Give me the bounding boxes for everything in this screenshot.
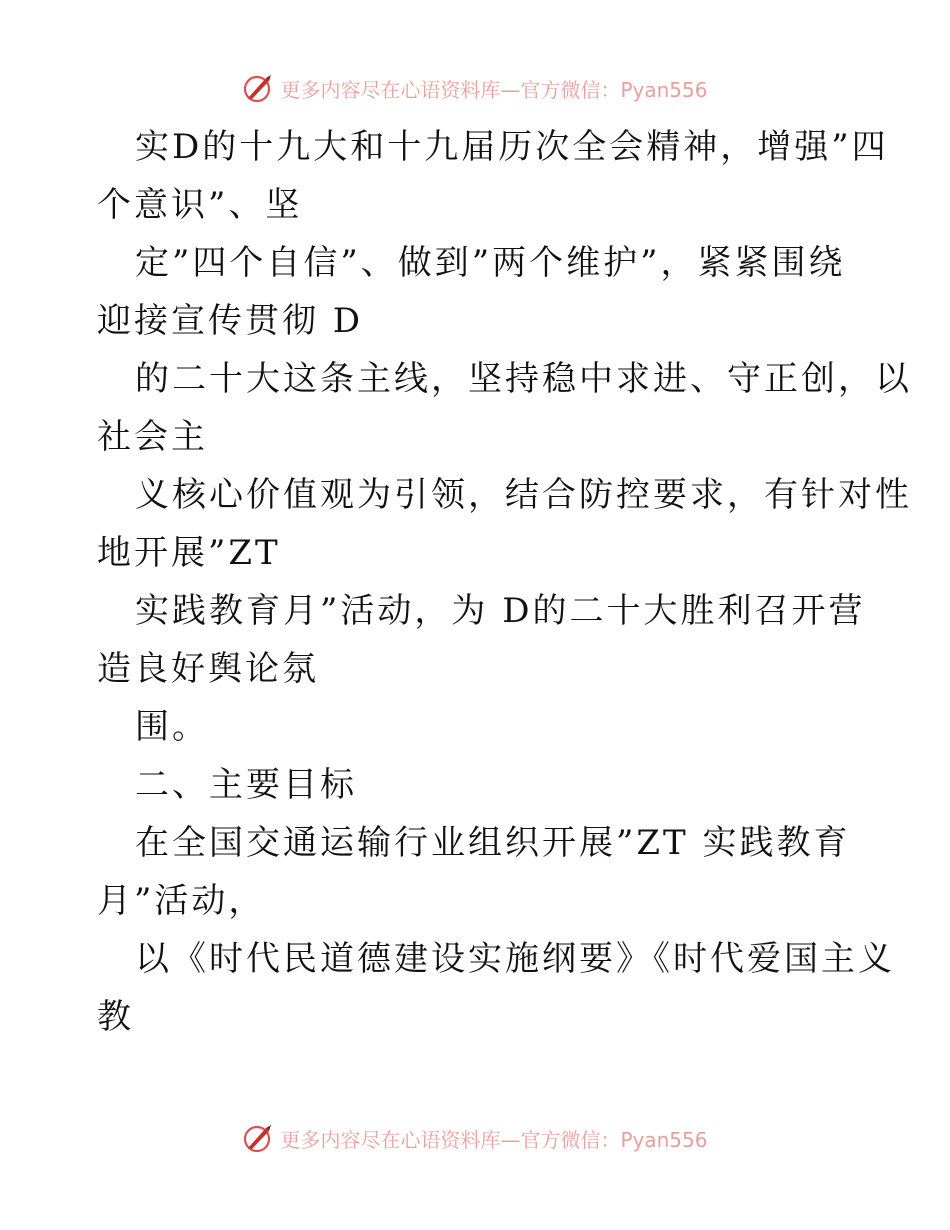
paragraph-line: 地开展”ZT (97, 533, 281, 573)
document-body (97, 118, 912, 1046)
paragraph-line: 实践教育月”活动，为 D的二十大胜利召开营 (135, 591, 866, 631)
paragraph-line: 定”四个自信”、做到”两个维护”，紧紧围绕 (135, 243, 846, 283)
paragraph-line: 义核心价值观为引领，结合防控要求，有针对性 (135, 475, 912, 515)
header-watermark (0, 72, 950, 104)
quill-logo-icon (242, 72, 274, 104)
paragraph-line: 月”活动， (97, 881, 266, 921)
header-banner-text: 更多内容尽在心语资料库—官方微信：Pyan556 (280, 77, 708, 102)
footer-watermark (0, 1122, 950, 1154)
paragraph-line: 围。 (135, 707, 209, 747)
paragraph-line: 社会主 (97, 417, 208, 457)
paragraph-line: 迎接宣传贯彻 D (97, 301, 364, 341)
paragraph-line: 以《时代民道德建设实施纲要》《时代爱国主义 (135, 939, 895, 979)
paragraph-line: 个意识”、坚 (97, 185, 303, 225)
quill-logo-icon (242, 1122, 274, 1154)
paragraph-line: 的二十大这条主线，坚持稳中求进、守正创，以 (135, 359, 912, 399)
section-heading: 二、主要目标 (135, 765, 357, 805)
paragraph-line: 教 (97, 997, 134, 1037)
paragraph-line: 实D的十九大和十九届历次全会精神，增强”四 (135, 127, 889, 167)
footer-banner-text: 更多内容尽在心语资料库—官方微信：Pyan556 (280, 1127, 708, 1152)
paragraph-line: 在全国交通运输行业组织开展”ZT 实践教育 (135, 823, 851, 863)
paragraph-line: 造良好舆论氛 (97, 649, 319, 689)
